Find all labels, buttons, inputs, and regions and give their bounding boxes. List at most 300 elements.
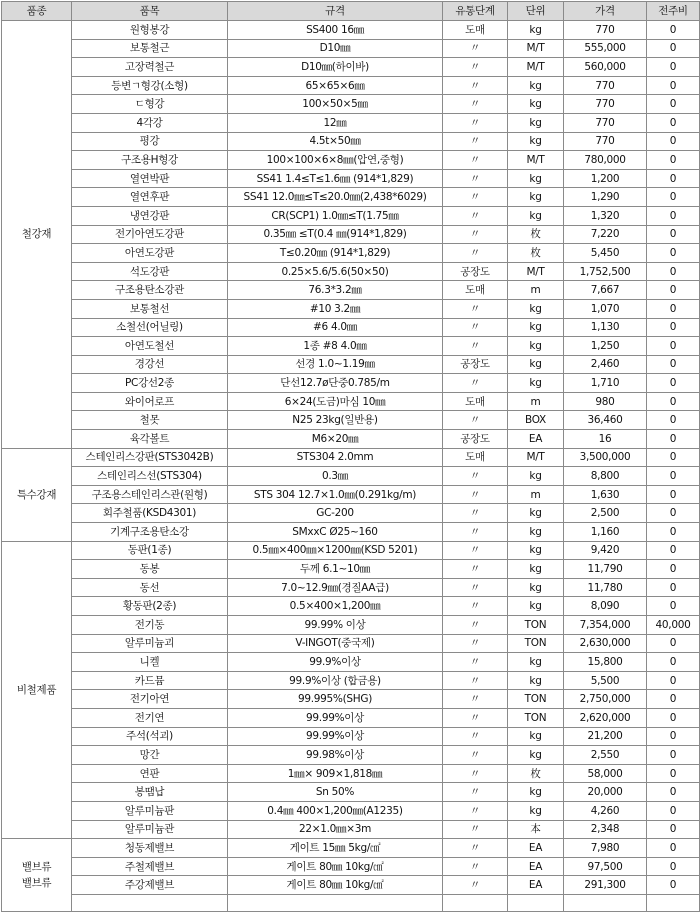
table-row	[2, 206, 700, 225]
unit-cell: kg	[508, 76, 564, 95]
price-cell: 1,130	[564, 318, 647, 337]
unit-cell: kg	[508, 671, 564, 690]
prev-week-cell: 0	[647, 113, 700, 132]
table-row	[2, 746, 700, 765]
spec-cell: 99.995%(SHG)	[228, 690, 443, 709]
price-table	[1, 1, 700, 912]
spec-cell: 1㎜× 909×1,818㎜	[228, 764, 443, 783]
item-cell: 석도강판	[72, 262, 228, 281]
table-row	[2, 690, 700, 709]
spec-cell: SS400 16㎜	[228, 21, 443, 40]
item-cell: 황동판(2종)	[72, 597, 228, 616]
spec-cell: V-INGOT(중국제)	[228, 634, 443, 653]
price-cell: 1,160	[564, 523, 647, 542]
table-row	[2, 653, 700, 672]
prev-week-cell: 0	[647, 448, 700, 467]
price-cell: 2,348	[564, 820, 647, 839]
header-prev-week: 전주비	[647, 2, 700, 21]
price-cell: 560,000	[564, 58, 647, 77]
table-row	[2, 262, 700, 281]
table-row	[2, 337, 700, 356]
price-cell: 2,500	[564, 504, 647, 523]
spec-cell: STS304 2.0mm	[228, 448, 443, 467]
unit-cell: M/T	[508, 262, 564, 281]
header-spec: 규격	[228, 2, 443, 21]
stage-cell: 〃	[443, 727, 508, 746]
item-cell: 동판(1종)	[72, 541, 228, 560]
spec-cell: 99.9%이상 (합금용)	[228, 671, 443, 690]
price-cell: 1,320	[564, 206, 647, 225]
price-cell: 770	[564, 95, 647, 114]
prev-week-cell: 0	[647, 132, 700, 151]
stage-cell: 〃	[443, 374, 508, 393]
spec-cell: Sn 50%	[228, 783, 443, 802]
spec-cell: 22×1.0㎜×3m	[228, 820, 443, 839]
item-cell: PC강선2종	[72, 374, 228, 393]
item-cell: 원형봉강	[72, 21, 228, 40]
price-cell: 8,800	[564, 467, 647, 486]
table-row	[2, 541, 700, 560]
spec-cell: 76.3*3.2㎜	[228, 281, 443, 300]
unit-cell: kg	[508, 169, 564, 188]
spec-cell: 게이트 15㎜ 5kg/㎠	[228, 839, 443, 858]
spec-cell: 게이트 80㎜ 10kg/㎠	[228, 857, 443, 876]
unit-cell: kg	[508, 95, 564, 114]
prev-week-cell: 0	[647, 597, 700, 616]
stage-cell: 공장도	[443, 355, 508, 374]
item-cell: 구조용H형강	[72, 151, 228, 170]
price-cell: 1,710	[564, 374, 647, 393]
item-cell: 니켈	[72, 653, 228, 672]
header-item: 품목	[72, 2, 228, 21]
empty-cell	[228, 894, 443, 911]
price-cell: 11,790	[564, 560, 647, 579]
prev-week-cell: 0	[647, 392, 700, 411]
price-cell: 291,300	[564, 876, 647, 895]
item-cell: 동선	[72, 578, 228, 597]
item-cell: 주강제밸브	[72, 876, 228, 895]
item-cell: 평강	[72, 132, 228, 151]
prev-week-cell: 0	[647, 727, 700, 746]
spec-cell: #6 4.0㎜	[228, 318, 443, 337]
unit-cell: TON	[508, 708, 564, 727]
unit-cell: 枚	[508, 764, 564, 783]
item-cell: 열연박판	[72, 169, 228, 188]
unit-cell: M/T	[508, 39, 564, 58]
stage-cell: 〃	[443, 764, 508, 783]
spec-cell: M6×20㎜	[228, 430, 443, 449]
prev-week-cell: 0	[647, 262, 700, 281]
stage-cell: 도매	[443, 392, 508, 411]
table-row	[2, 355, 700, 374]
item-cell: 등변ㄱ형강(소형)	[72, 76, 228, 95]
stage-cell: 〃	[443, 541, 508, 560]
spec-cell: T≤0.20㎜ (914*1,829)	[228, 244, 443, 263]
stage-cell: 〃	[443, 578, 508, 597]
price-cell: 8,090	[564, 597, 647, 616]
header-stage: 유통단계	[443, 2, 508, 21]
table-row	[2, 58, 700, 77]
stage-cell: 〃	[443, 653, 508, 672]
unit-cell: kg	[508, 467, 564, 486]
spec-cell: 선경 1.0~1.19㎜	[228, 355, 443, 374]
table-row	[2, 411, 700, 430]
stage-cell: 〃	[443, 690, 508, 709]
stage-cell: 〃	[443, 95, 508, 114]
stage-cell: 〃	[443, 597, 508, 616]
prev-week-cell: 0	[647, 783, 700, 802]
empty-cell	[508, 894, 564, 911]
stage-cell: 〃	[443, 876, 508, 895]
price-cell: 770	[564, 113, 647, 132]
item-cell: 회주철품(KSD4301)	[72, 504, 228, 523]
prev-week-cell: 0	[647, 560, 700, 579]
stage-cell: 〃	[443, 299, 508, 318]
spec-cell: 1종 #8 4.0㎜	[228, 337, 443, 356]
item-cell: 청동제밸브	[72, 839, 228, 858]
unit-cell: M/T	[508, 58, 564, 77]
price-cell: 20,000	[564, 783, 647, 802]
price-cell: 36,460	[564, 411, 647, 430]
spec-cell: D10㎜	[228, 39, 443, 58]
item-cell: 주석(석괴)	[72, 727, 228, 746]
item-cell: 전기연	[72, 708, 228, 727]
stage-cell: 〃	[443, 244, 508, 263]
table-row	[2, 151, 700, 170]
item-cell: 카드뮴	[72, 671, 228, 690]
stage-cell: 〃	[443, 188, 508, 207]
header-price: 가격	[564, 2, 647, 21]
stage-cell: 〃	[443, 708, 508, 727]
prev-week-cell: 0	[647, 541, 700, 560]
price-cell: 1,250	[564, 337, 647, 356]
spec-cell: 100×100×6×8㎜(압연,중형)	[228, 151, 443, 170]
price-cell: 11,780	[564, 578, 647, 597]
spec-cell: 게이트 80㎜ 10kg/㎠	[228, 876, 443, 895]
stage-cell: 〃	[443, 132, 508, 151]
price-cell: 7,980	[564, 839, 647, 858]
stage-cell: 〃	[443, 225, 508, 244]
unit-cell: m	[508, 485, 564, 504]
unit-cell: kg	[508, 132, 564, 151]
spec-cell: GC-200	[228, 504, 443, 523]
price-cell: 7,220	[564, 225, 647, 244]
table-row	[2, 448, 700, 467]
table-row	[2, 21, 700, 40]
table-row	[2, 76, 700, 95]
table-row	[2, 876, 700, 895]
spec-cell: 0.4㎜ 400×1,200㎜(A1235)	[228, 801, 443, 820]
table-row	[2, 95, 700, 114]
item-cell: 알루미늄판	[72, 801, 228, 820]
price-cell: 980	[564, 392, 647, 411]
unit-cell: M/T	[508, 448, 564, 467]
stage-cell: 〃	[443, 151, 508, 170]
category-label: 밸브류	[21, 861, 52, 874]
table-row	[2, 820, 700, 839]
spec-cell: D10㎜(하이바)	[228, 58, 443, 77]
unit-cell: kg	[508, 746, 564, 765]
stage-cell: 〃	[443, 467, 508, 486]
table-row	[2, 281, 700, 300]
stage-cell: 도매	[443, 281, 508, 300]
table-row	[2, 560, 700, 579]
unit-cell: kg	[508, 188, 564, 207]
item-cell: 보통철선	[72, 299, 228, 318]
table-row	[2, 616, 700, 635]
stage-cell: 공장도	[443, 430, 508, 449]
prev-week-cell: 0	[647, 857, 700, 876]
category-label: 철강재	[21, 228, 52, 241]
prev-week-cell: 0	[647, 225, 700, 244]
table-row	[2, 374, 700, 393]
stage-cell: 〃	[443, 504, 508, 523]
table-row	[2, 523, 700, 542]
stage-cell: 〃	[443, 39, 508, 58]
prev-week-cell: 0	[647, 76, 700, 95]
header-category: 품종	[2, 2, 72, 21]
item-cell: 소철선(어닐링)	[72, 318, 228, 337]
unit-cell: TON	[508, 690, 564, 709]
prev-week-cell: 0	[647, 21, 700, 40]
prev-week-cell: 0	[647, 411, 700, 430]
stage-cell: 〃	[443, 560, 508, 579]
unit-cell: kg	[508, 318, 564, 337]
unit-cell: BOX	[508, 411, 564, 430]
table-row	[2, 578, 700, 597]
spec-cell: STS 304 12.7×1.0㎜(0.291kg/m)	[228, 485, 443, 504]
prev-week-cell: 0	[647, 467, 700, 486]
prev-week-cell: 0	[647, 634, 700, 653]
unit-cell: 枚	[508, 225, 564, 244]
stage-cell: 〃	[443, 801, 508, 820]
price-cell: 4,260	[564, 801, 647, 820]
price-cell: 16	[564, 430, 647, 449]
empty-cell	[72, 894, 228, 911]
item-cell: 망간	[72, 746, 228, 765]
category-label: 비철제품	[16, 683, 57, 696]
spec-cell: 65×65×6㎜	[228, 76, 443, 95]
item-cell: 동봉	[72, 560, 228, 579]
item-cell: 스테인리스선(STS304)	[72, 467, 228, 486]
prev-week-cell: 0	[647, 299, 700, 318]
price-cell: 555,000	[564, 39, 647, 58]
spec-cell: CR(SCP1) 1.0㎜≤T(1.75㎜	[228, 206, 443, 225]
item-cell: 전기동	[72, 616, 228, 635]
price-cell: 5,450	[564, 244, 647, 263]
item-cell: 보통철근	[72, 39, 228, 58]
item-cell: 아연도강판	[72, 244, 228, 263]
table-row	[2, 634, 700, 653]
prev-week-cell: 0	[647, 244, 700, 263]
spec-cell: 0.5㎜×400㎜×1200㎜(KSD 5201)	[228, 541, 443, 560]
spec-cell: 12㎜	[228, 113, 443, 132]
table-row-empty	[2, 894, 700, 911]
unit-cell: kg	[508, 206, 564, 225]
category-label: 밸브류	[21, 877, 52, 890]
item-cell: 스테인리스강판(STS3042B)	[72, 448, 228, 467]
price-cell: 15,800	[564, 653, 647, 672]
table-row	[2, 244, 700, 263]
item-cell: 구조용탄소강관	[72, 281, 228, 300]
prev-week-cell: 0	[647, 578, 700, 597]
unit-cell: EA	[508, 430, 564, 449]
price-cell: 2,620,000	[564, 708, 647, 727]
table-row	[2, 597, 700, 616]
prev-week-cell: 0	[647, 95, 700, 114]
prev-week-cell: 0	[647, 653, 700, 672]
item-cell: 경강선	[72, 355, 228, 374]
price-cell: 97,500	[564, 857, 647, 876]
table-row	[2, 225, 700, 244]
stage-cell: 공장도	[443, 262, 508, 281]
price-cell: 7,354,000	[564, 616, 647, 635]
price-cell: 58,000	[564, 764, 647, 783]
unit-cell: kg	[508, 299, 564, 318]
prev-week-cell: 0	[647, 281, 700, 300]
empty-cell	[443, 894, 508, 911]
spec-cell: 0.5×400×1,200㎜	[228, 597, 443, 616]
item-cell: 열연후판	[72, 188, 228, 207]
item-cell: 알루미늄괴	[72, 634, 228, 653]
prev-week-cell: 0	[647, 374, 700, 393]
unit-cell: EA	[508, 857, 564, 876]
spec-cell: N25 23kg(일반용)	[228, 411, 443, 430]
category-cell	[2, 448, 72, 541]
item-cell: 와이어로프	[72, 392, 228, 411]
spec-cell: 99.98%이상	[228, 746, 443, 765]
price-cell: 9,420	[564, 541, 647, 560]
prev-week-cell: 0	[647, 504, 700, 523]
prev-week-cell: 0	[647, 58, 700, 77]
stage-cell: 〃	[443, 523, 508, 542]
price-cell: 1,752,500	[564, 262, 647, 281]
unit-cell: EA	[508, 876, 564, 895]
prev-week-cell: 0	[647, 820, 700, 839]
stage-cell: 〃	[443, 206, 508, 225]
spec-cell: SMxxC Ø25~160	[228, 523, 443, 542]
stage-cell: 〃	[443, 76, 508, 95]
stage-cell: 〃	[443, 839, 508, 858]
stage-cell: 〃	[443, 485, 508, 504]
unit-cell: 本	[508, 820, 564, 839]
stage-cell: 〃	[443, 113, 508, 132]
prev-week-cell: 0	[647, 206, 700, 225]
header-unit: 단위	[508, 2, 564, 21]
spec-cell: 0.25×5.6/5.6(50×50)	[228, 262, 443, 281]
stage-cell: 〃	[443, 411, 508, 430]
unit-cell: m	[508, 281, 564, 300]
spec-cell: 99.99% 이상	[228, 616, 443, 635]
item-cell: 연판	[72, 764, 228, 783]
price-cell: 1,070	[564, 299, 647, 318]
stage-cell: 〃	[443, 169, 508, 188]
spec-cell: 99.99%이상	[228, 708, 443, 727]
unit-cell: M/T	[508, 151, 564, 170]
stage-cell: 〃	[443, 820, 508, 839]
table-row	[2, 708, 700, 727]
price-cell: 1,630	[564, 485, 647, 504]
table-row	[2, 188, 700, 207]
table-row	[2, 764, 700, 783]
category-cell	[2, 21, 72, 449]
price-cell: 770	[564, 76, 647, 95]
price-cell: 2,750,000	[564, 690, 647, 709]
stage-cell: 도매	[443, 448, 508, 467]
unit-cell: kg	[508, 504, 564, 523]
item-cell: 아연도철선	[72, 337, 228, 356]
prev-week-cell: 0	[647, 485, 700, 504]
stage-cell: 〃	[443, 337, 508, 356]
stage-cell: 〃	[443, 318, 508, 337]
prev-week-cell: 0	[647, 430, 700, 449]
price-cell: 770	[564, 132, 647, 151]
spec-cell: 두께 6.1~10㎜	[228, 560, 443, 579]
stage-cell: 〃	[443, 746, 508, 765]
prev-week-cell: 0	[647, 337, 700, 356]
item-cell: 알루미늄관	[72, 820, 228, 839]
spec-cell: 7.0~12.9㎜(경질AA급)	[228, 578, 443, 597]
unit-cell: kg	[508, 801, 564, 820]
table-row	[2, 839, 700, 858]
unit-cell: kg	[508, 578, 564, 597]
price-cell: 7,667	[564, 281, 647, 300]
prev-week-cell: 0	[647, 671, 700, 690]
item-cell: 고장력철근	[72, 58, 228, 77]
table-row	[2, 169, 700, 188]
price-cell: 2,550	[564, 746, 647, 765]
table-row	[2, 485, 700, 504]
prev-week-cell: 0	[647, 39, 700, 58]
table-body	[2, 21, 700, 912]
item-cell: 주철제밸브	[72, 857, 228, 876]
unit-cell: TON	[508, 616, 564, 635]
stage-cell: 〃	[443, 671, 508, 690]
unit-cell: kg	[508, 374, 564, 393]
table-row	[2, 318, 700, 337]
table-row	[2, 430, 700, 449]
unit-cell: kg	[508, 355, 564, 374]
prev-week-cell: 0	[647, 746, 700, 765]
stage-cell: 〃	[443, 58, 508, 77]
spec-cell: 100×50×5㎜	[228, 95, 443, 114]
item-cell: 철못	[72, 411, 228, 430]
stage-cell: 〃	[443, 857, 508, 876]
table-row	[2, 113, 700, 132]
item-cell: 전기아연	[72, 690, 228, 709]
table-row	[2, 783, 700, 802]
spec-cell: 4.5t×50㎜	[228, 132, 443, 151]
spec-cell: 0.3㎜	[228, 467, 443, 486]
spec-cell: SS41 1.4≤T≤1.6㎜ (914*1,829)	[228, 169, 443, 188]
unit-cell: kg	[508, 541, 564, 560]
spec-cell: SS41 12.0㎜≤T≤20.0㎜(2,438*6029)	[228, 188, 443, 207]
unit-cell: kg	[508, 727, 564, 746]
empty-cell	[564, 894, 647, 911]
spec-cell: 단선12.7ø단중0.785/m	[228, 374, 443, 393]
price-cell: 3,500,000	[564, 448, 647, 467]
spec-cell: 6×24(도금)마심 10㎜	[228, 392, 443, 411]
unit-cell: kg	[508, 21, 564, 40]
price-cell: 5,500	[564, 671, 647, 690]
prev-week-cell: 0	[647, 690, 700, 709]
prev-week-cell: 0	[647, 151, 700, 170]
table-row	[2, 132, 700, 151]
table-row	[2, 504, 700, 523]
prev-week-cell: 0	[647, 169, 700, 188]
item-cell: 기계구조용탄소강	[72, 523, 228, 542]
item-cell: ㄷ형강	[72, 95, 228, 114]
